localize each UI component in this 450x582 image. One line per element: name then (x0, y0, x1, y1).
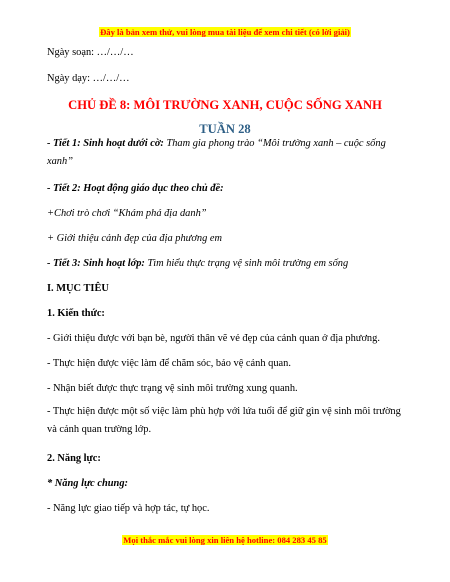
lesson-2-item-1: +Chơi trò chơi “Khám phá địa danh” (47, 208, 207, 219)
hotline-banner (0, 535, 450, 546)
week-title: TUẦN 28 (199, 122, 251, 136)
lesson-2-item-2: + Giới thiệu cảnh đẹp của địa phương em (47, 233, 222, 244)
teach-date: Ngày dạy: …/…/… (47, 73, 130, 84)
preview-banner-text: Đây là bản xem thử, vui lòng mua tài liệu để xem chi tiết (có lời giải) (100, 27, 350, 37)
lesson-3 (47, 257, 409, 270)
knowledge-item: - Nhận biết được thực trạng vệ sinh môi trường xung quanh. (47, 383, 298, 394)
competency-heading: 2. Năng lực: (47, 453, 101, 464)
chapter-title: CHỦ ĐỀ 8: MÔI TRƯỜNG XANH, CUỘC SỐNG XANH (68, 98, 382, 112)
objectives-heading: I. MỤC TIÊU (47, 283, 109, 294)
knowledge-item: - Thực hiện được việc làm để chăm sóc, bảo vệ cảnh quan. (47, 358, 291, 369)
lesson-3-text: Tìm hiểu thực trạng vệ sinh môi trường em sống (144, 258, 349, 269)
preview-banner (0, 27, 450, 38)
knowledge-heading: 1. Kiến thức: (47, 308, 105, 319)
lesson-1 (47, 135, 409, 171)
lesson-2-label-text: - Tiết 2: Hoạt động giáo dục theo chủ đề: (47, 183, 224, 194)
lesson-2-label (47, 182, 409, 195)
knowledge-item: - Thực hiện được một số việc làm phù hợp với lứa tuổi để giữ gìn vệ sinh môi trường và cảnh quan trường lớp. (47, 406, 401, 435)
lesson-3-label: - Tiết 3: Sinh hoạt lớp: (47, 258, 145, 269)
lesson-1-label: - Tiết 1: Sinh hoạt dưới cờ: (47, 138, 164, 149)
general-competency-heading: * Năng lực chung: (47, 478, 128, 489)
prep-date: Ngày soạn: …/…/… (47, 47, 134, 58)
lesson-1-text: Tham gia phong trào “Môi trường xanh – cuộc sống xanh” (47, 138, 386, 167)
hotline-banner-text: Mọi thắc mắc vui lòng xin liên hệ hotline: 084 283 45 85 (123, 535, 327, 545)
knowledge-item: - Giới thiệu được với bạn bè, người thân vẽ vẻ đẹp của cảnh quan ở địa phương. (47, 333, 380, 344)
general-competency-item: - Năng lực giao tiếp và hợp tác, tự học. (47, 503, 210, 514)
